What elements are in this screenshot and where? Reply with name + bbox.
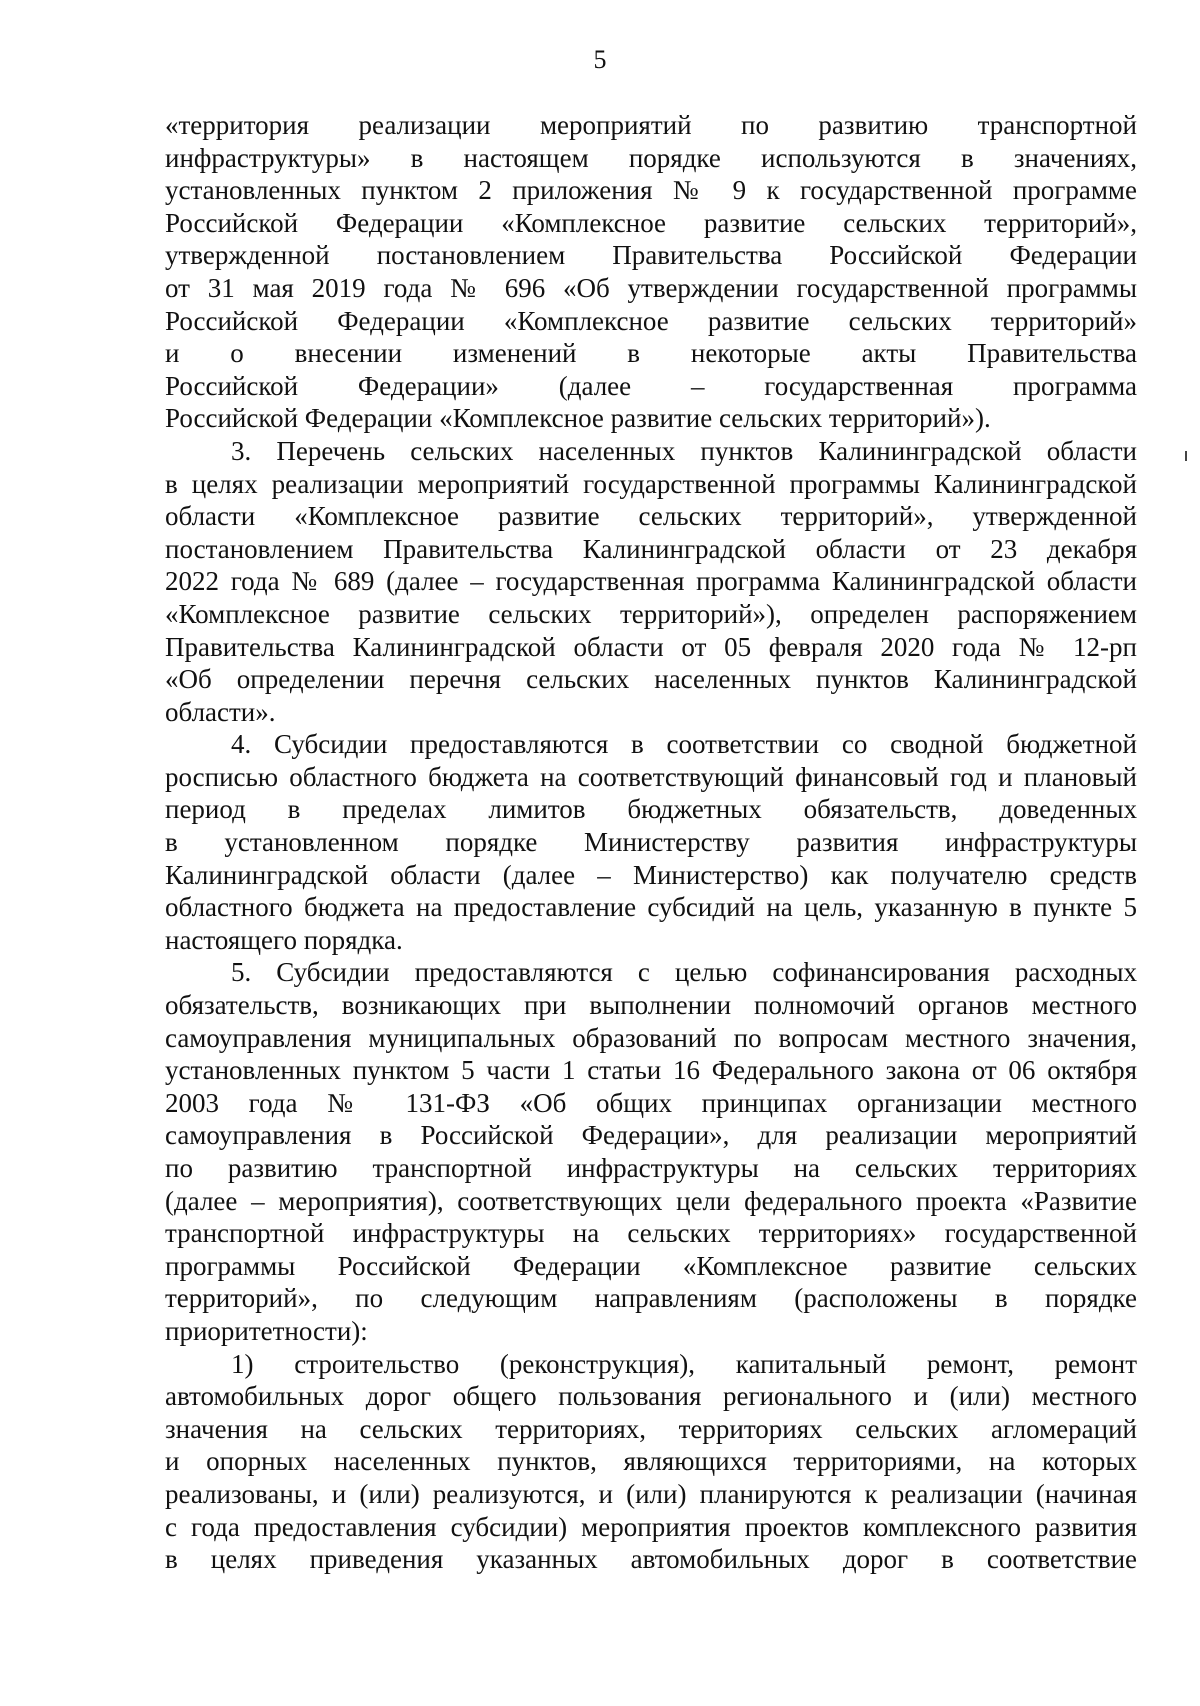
text-line: росписью областного бюджета на соответствующий финансовый год и плановый	[165, 761, 1137, 792]
text-line: утвержденной постановлением Правительства Российской Федерации	[165, 240, 1137, 271]
text-line: значения на сельских территориях, территориях сельских агломераций	[165, 1413, 1137, 1444]
document-body	[165, 109, 1137, 1576]
text-line: 2003 года № 131-ФЗ «Об общих принципах организации местного	[165, 1087, 1137, 1118]
text-line: (далее – мероприятия), соответствующих цели федерального проекта «Развитие	[165, 1185, 1137, 1216]
text-line: «Об определении перечня сельских населенных пунктов Калининградской	[165, 664, 1137, 695]
text-line: области».	[165, 696, 276, 727]
scan-artifact-mark	[1185, 451, 1187, 461]
text-line: самоуправления муниципальных образований по вопросам местного значения,	[165, 1022, 1137, 1053]
text-line: от 31 мая 2019 года № 696 «Об утверждении государственной программы	[165, 272, 1137, 303]
text-line: инфраструктуры» в настоящем порядке используются в значениях,	[165, 142, 1137, 173]
text-line: «Комплексное развитие сельских территорий»), определен распоряжением	[165, 598, 1137, 629]
text-line: 2022 года № 689 (далее – государственная программа Калининградской области	[165, 566, 1137, 597]
text-line: установленных пунктом 2 приложения № 9 к государственной программе	[165, 175, 1137, 206]
text-line: Российской Федерации «Комплексное развитие сельских территорий»).	[165, 403, 991, 434]
text-line: Российской Федерации» (далее – государственная программа	[165, 370, 1137, 401]
text-line: территорий», по следующим направлениям (расположены в порядке	[165, 1283, 1137, 1314]
text-line: в установленном порядке Министерству развития инфраструктуры	[165, 827, 1137, 858]
text-line: областного бюджета на предоставление субсидий на цель, указанную в пункте 5	[165, 892, 1137, 923]
text-line: приоритетности):	[165, 1315, 368, 1346]
text-line: Калининградской области (далее – Министерство) как получателю средств	[165, 859, 1137, 890]
text-line: программы Российской Федерации «Комплексное развитие сельских	[165, 1250, 1137, 1281]
text-line: и о внесении изменений в некоторые акты Правительства	[165, 338, 1137, 369]
text-line: установленных пунктом 5 части 1 статьи 16 Федерального закона от 06 октября	[165, 1055, 1137, 1086]
text-line: 3. Перечень сельских населенных пунктов Калининградской области	[231, 435, 1137, 466]
text-line: период в пределах лимитов бюджетных обязательств, доведенных	[165, 794, 1137, 825]
text-line: настоящего порядка.	[165, 924, 403, 955]
text-line: Правительства Калининградской области от 05 февраля 2020 года № 12-рп	[165, 631, 1137, 662]
text-line: транспортной инфраструктуры на сельских территориях» государственной	[165, 1218, 1137, 1249]
text-line: по развитию транспортной инфраструктуры на сельских территориях	[165, 1153, 1137, 1183]
text-line: Российской Федерации «Комплексное развитие сельских территорий»	[165, 305, 1137, 336]
text-line: в целях приведения указанных автомобильных дорог в соответствие	[165, 1544, 1137, 1575]
text-line: «территория реализации мероприятий по развитию транспортной	[165, 110, 1137, 140]
text-line: 4. Субсидии предоставляются в соответствии со сводной бюджетной	[231, 729, 1137, 760]
text-line: 5. Субсидии предоставляются с целью софинансирования расходных	[231, 957, 1137, 988]
text-line: автомобильных дорог общего пользования регионального и (или) местного	[165, 1381, 1137, 1412]
text-line: реализованы, и (или) реализуются, и (или) планируются к реализации (начиная	[165, 1478, 1137, 1509]
text-line: и опорных населенных пунктов, являющихся территориями, на которых	[165, 1446, 1137, 1477]
text-line: с года предоставления субсидии) мероприятия проектов комплексного развития	[165, 1511, 1137, 1542]
text-line: в целях реализации мероприятий государственной программы Калининградской	[165, 468, 1137, 499]
text-line: 1) строительство (реконструкция), капитальный ремонт, ремонт	[231, 1348, 1137, 1379]
text-line: постановлением Правительства Калининградской области от 23 декабря	[165, 533, 1137, 564]
page-number: 5	[593, 45, 607, 74]
text-line: Российской Федерации «Комплексное развитие сельских территорий»,	[165, 207, 1137, 238]
text-line: области «Комплексное развитие сельских территорий», утвержденной	[165, 501, 1137, 532]
text-line: обязательств, возникающих при выполнении полномочий органов местного	[165, 990, 1137, 1021]
text-line: самоуправления в Российской Федерации», для реализации мероприятий	[165, 1120, 1137, 1151]
